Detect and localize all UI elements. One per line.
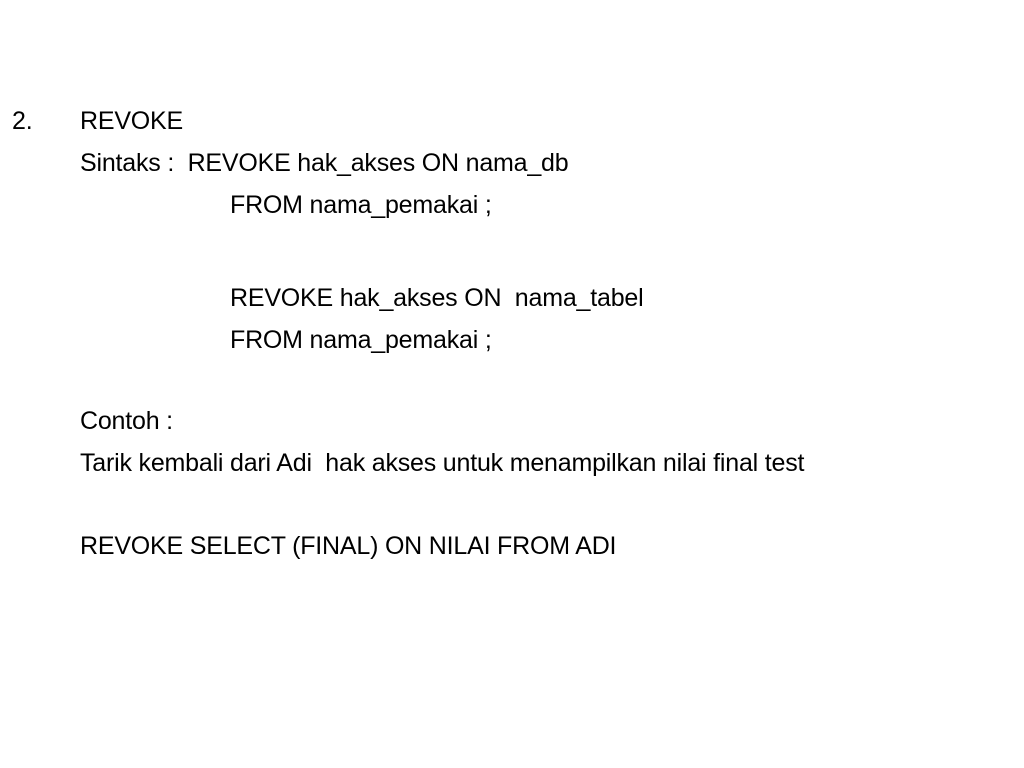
syntax-line-2: FROM nama_pemakai ; <box>230 191 492 219</box>
syntax-line-1: Sintaks : REVOKE hak_akses ON nama_db <box>80 149 569 177</box>
list-number: 2. <box>12 107 33 135</box>
section-title: REVOKE <box>80 107 183 135</box>
example-description: Tarik kembali dari Adi hak akses untuk menampilkan nilai final test <box>80 449 805 477</box>
syntax-line-3: REVOKE hak_akses ON nama_tabel <box>230 284 644 312</box>
example-label: Contoh : <box>80 407 173 435</box>
example-code: REVOKE SELECT (FINAL) ON NILAI FROM ADI <box>80 532 617 560</box>
syntax-line-4: FROM nama_pemakai ; <box>230 326 492 354</box>
